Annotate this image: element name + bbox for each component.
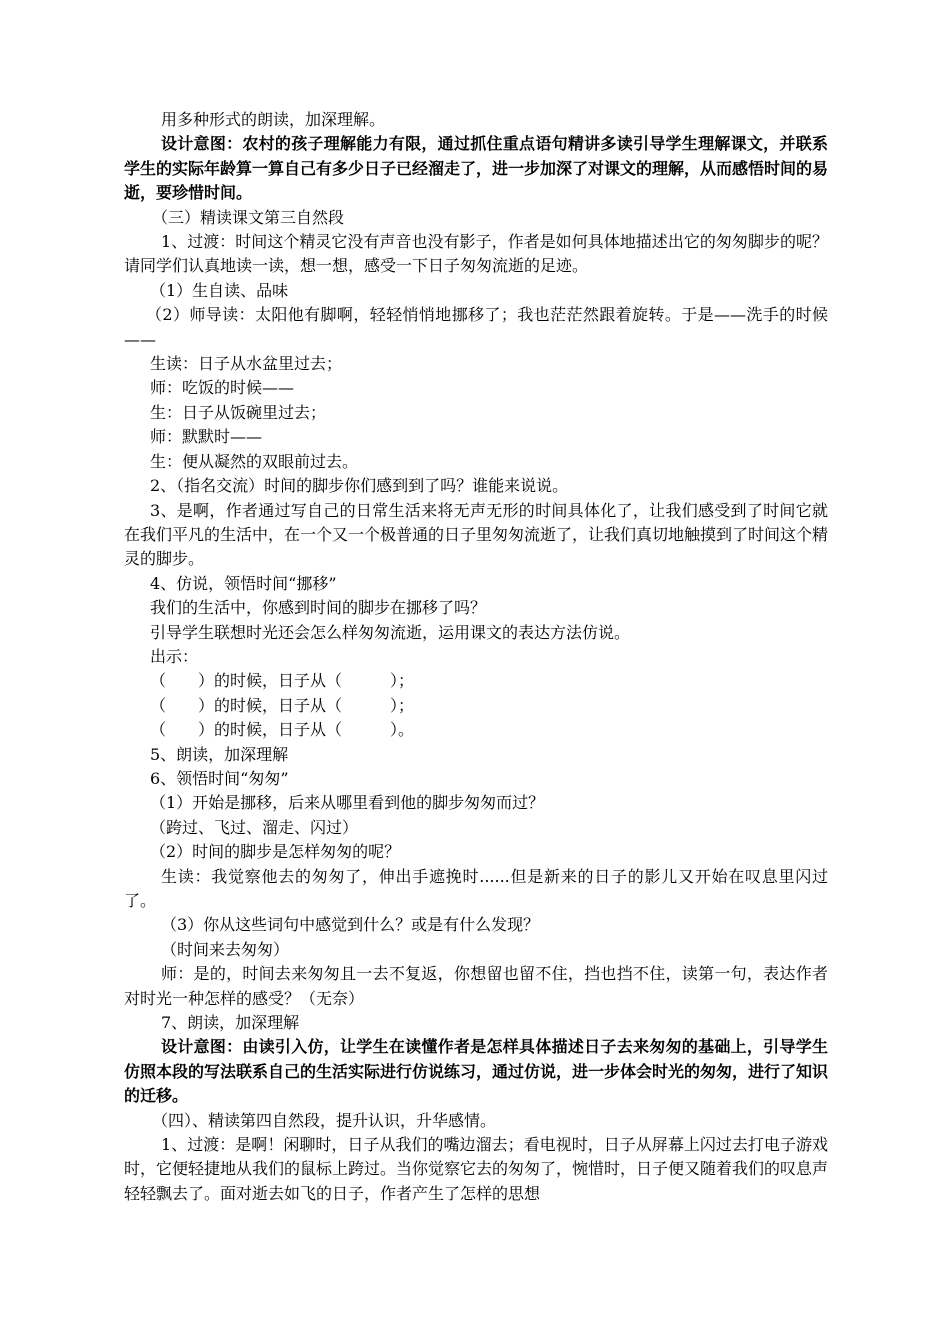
paragraph: （四）、精读第四自然段，提升认识，升华感情。	[152, 1110, 497, 1130]
paragraph: （2）师导读：太阳他有脚啊，轻轻悄悄地挪移了；我也茫茫然跟着旋转。于是——洗手的时候——	[124, 305, 828, 349]
paragraph: 生读：我觉察他去的匆匆了，伸出手遮挽时......但是新来的日子的影儿又开始在叹息里闪过了。	[124, 866, 828, 910]
paragraph: 7、朗读，加深理解	[161, 1013, 300, 1033]
paragraph: 生：日子从饭碗里过去；	[150, 402, 327, 422]
paragraph: 3、是啊，作者通过写自己的日常生活来将无声无形的时间具体化了，让我们感受到了时间它就在我们平凡的生活中，在一个又一个极普通的日子里匆匆流逝了，让我们真切地触摸到了时间这个精灵的脚步。	[124, 500, 829, 569]
paragraph: （2）时间的脚步是怎样匆匆的呢？	[150, 842, 401, 862]
paragraph: 5、朗读，加深理解	[150, 744, 289, 764]
paragraph: （三）精读课文第三自然段	[152, 207, 345, 227]
paragraph: 用多种形式的朗读，加深理解。	[161, 110, 386, 129]
paragraph: 我们的生活中，你感到时间的脚步在挪移了吗？	[150, 598, 487, 618]
paragraph: （1）开始是挪移，后来从哪里看到他的脚步匆匆而过？	[150, 793, 545, 813]
paragraph: 师：是的，时间去来匆匆且一去不复返，你想留也留不住，挡也挡不住，读第一句，表达作者对时光一种怎样的感受？（无奈）	[124, 964, 828, 1008]
paragraph: 师：默默时——	[150, 427, 263, 447]
paragraph: 4、仿说，领悟时间“挪移”	[150, 573, 337, 593]
paragraph: 出示：	[150, 646, 199, 666]
paragraph: 生：便从凝然的双眼前过去。	[150, 451, 359, 471]
paragraph: 引导学生联想时光还会怎么样匆匆流逝，运用课文的表达方法仿说。	[150, 622, 631, 642]
document-body	[124, 108, 828, 1206]
paragraph: 2、（指名交流）时间的脚步你们感到到了吗？谁能来说说。	[150, 476, 569, 496]
paragraph: （ ）的时候，日子从（ ）；	[150, 695, 415, 715]
paragraph: 生读：日子从水盆里过去；	[150, 354, 343, 374]
paragraph: 1、过渡：是啊！闲聊时，日子从我们的嘴边溜去；看电视时，日子从屏幕上闪过去打电子游戏时，它便轻捷地从我们的鼠标上跨过。当你觉察它去的匆匆了，惋惜时，日子便又随着我们的叹息声轻轻飘去了。面对逝去如飞的日子，作者产生了怎样的思想	[124, 1135, 829, 1203]
design-intent-paragraph: 设计意图：由读引入仿，让学生在读懂作者是怎样具体描述日子去来匆匆的基础上，引导学生仿照本段的写法联系自己的生活实际进行仿说练习，通过仿说，进一步体会时光的匆匆，进行了知识的迁移。	[124, 1037, 829, 1106]
paragraph: （1）生自读、品味	[150, 280, 289, 300]
paragraph: （跨过、飞过、溜走、闪过）	[150, 817, 359, 837]
paragraph: （ ）的时候，日子从（ ）。	[150, 720, 415, 740]
paragraph: 1、过渡：时间这个精灵它没有声音也没有影子，作者是如何具体地描述出它的匆匆脚步的呢？请同学们认真地读一读，想一想，感受一下日子匆匆流逝的足迹。	[124, 232, 828, 276]
paragraph: 师：吃饭的时候——	[150, 378, 295, 398]
design-intent-paragraph: 设计意图：农村的孩子理解能力有限，通过抓住重点语句精讲多读引导学生理解课文，并联系学生的实际年龄算一算自己有多少日子已经溜走了，进一步加深了对课文的理解，从而感悟时间的易逝，要珍惜时间。	[124, 134, 829, 203]
paragraph: （时间来去匆匆）	[161, 939, 290, 959]
paragraph: （ ）的时候，日子从（ ）；	[150, 671, 415, 691]
paragraph: 6、领悟时间“匆匆”	[150, 768, 289, 788]
paragraph: （3）你从这些词句中感觉到什么？或是有什么发现？	[161, 915, 540, 935]
